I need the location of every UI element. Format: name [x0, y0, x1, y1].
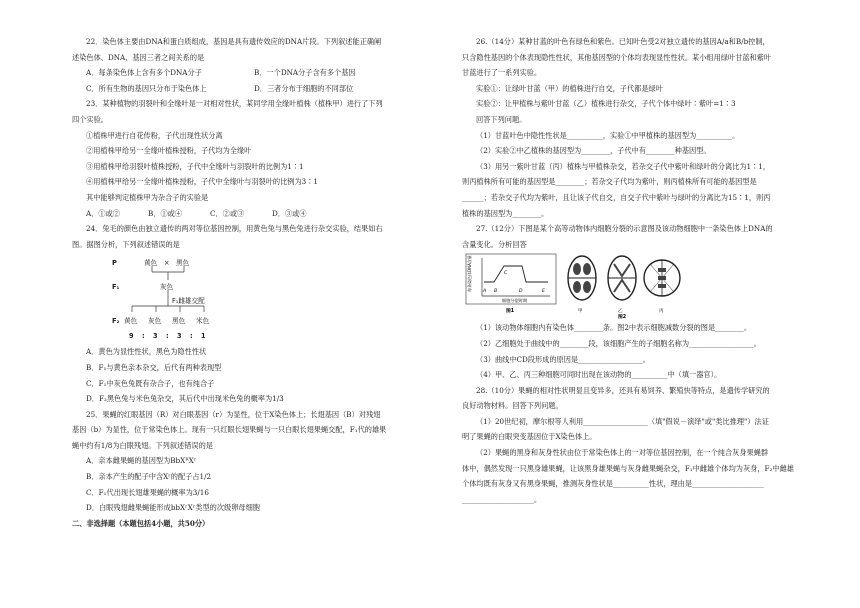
- cross-colon-3: :: [190, 332, 193, 341]
- q22-stem-line2: 述染色体、DNA、基因三者之间关系的是: [72, 52, 205, 62]
- cross-f1-self: F₁雌雄交配: [172, 297, 205, 306]
- q26-sub-2: （2）实验②中乙植株的基因型为________，子代中有________种基因型。: [476, 146, 711, 156]
- q27-figure: [462, 252, 802, 320]
- cross-f2-label: F₂: [112, 317, 120, 326]
- q28-stem-line1: 28.（10分）果蝇的相对性状明显且变异多，还具有易饲养、繁殖快等特点，是遗传学研究的: [476, 385, 770, 395]
- q28-sub-1-line1: （1）20世纪初，摩尔根等人利用__________________（填"假说－演绎"或"类比推理"）法证: [476, 416, 769, 426]
- q23-option-a: A．①或②: [86, 208, 120, 218]
- q27-sub-3: （3）曲线中CD段形成的原因是__________________。: [476, 354, 650, 364]
- cross-ratio-2: 3: [153, 332, 158, 341]
- cross-f2-gray: 灰色: [148, 317, 162, 326]
- fig1-point-a: A: [483, 289, 487, 295]
- q23-experiment-4: ④用植株甲给另一全缘叶植株授粉，子代中全缘叶与羽裂叶的比例为3∶1: [86, 177, 318, 187]
- cross-p-yellow: 黄色: [144, 259, 158, 268]
- q27-stem-line2: 含量变化。分析回答: [462, 239, 527, 249]
- q24-option-c: C．F₁中灰色兔既有杂合子，也有纯合子: [86, 378, 215, 388]
- q22-option-d: D．三者分布于细胞的不同部位: [254, 83, 354, 93]
- q22-option-c: C．所有生物的基因只分布于染色体上: [86, 83, 207, 93]
- q26-stem-line2: 只含隐性基因的个体表现隐性性状，其他基因型的个体均表现显性性状。某小组用绿叶甘蓝和紫叶: [462, 52, 772, 62]
- cell-jia-label: 甲: [578, 309, 583, 315]
- q23-experiment-2: ②用植株甲给另一全缘叶植株授粉，子代均为全缘叶: [86, 146, 252, 156]
- q23-stem-line2: 四个实验。: [72, 114, 108, 124]
- q24-option-b: B．F₁与黄色亲本杂交，后代有两种表现型: [86, 362, 222, 372]
- cross-colon-2: :: [166, 332, 169, 341]
- q22-stem-line1: 22．染色体主要由DNA和蛋白质组成，基因是具有遗传效应的DNA片段。下列叙述能正确阐: [86, 37, 382, 46]
- q24-option-d: D．F₂黑色兔与米色兔杂交，其后代中出现米色兔的概率为1/3: [86, 394, 284, 404]
- cell-yi-label: 乙: [618, 309, 623, 315]
- q27-sub-2: （2）乙细胞处于曲线中的________段，该细胞产生的子细胞名称为__________________。: [476, 338, 761, 348]
- q23-option-b: B．①或④: [148, 208, 183, 218]
- q28-sub-2-line1: （2）果蝇的黑身和灰身性状由位于常染色体上的一对等位基因控制，在一个纯合灰身果蝇群: [476, 448, 769, 458]
- q25-option-d: D．白眼残翅雌果蝇能形成bbXʳXʳ类型的次级卵母细胞: [86, 503, 260, 513]
- q27-figure-svg: [462, 252, 702, 320]
- q26-sub-3-line3: ______；若杂交子代均为紫叶，且让该子代自交，自交子代中紫叶与绿叶的分离比为15∶1，则丙: [462, 192, 771, 202]
- q22-options-ab: [72, 65, 412, 81]
- q23-experiment-3: ③用植株甲给羽裂叶植株授粉，子代中全缘叶与羽裂叶的比例为1∶1: [86, 161, 304, 171]
- cross-f2-yellow: 黄色: [124, 317, 138, 326]
- q23-experiment-1: ①植株甲进行自花传粉，子代出现性状分离: [86, 130, 223, 140]
- q26-sub-1: （1）甘蓝叶色中隐性性状是__________，实验①中甲植株的基因型为__________。: [476, 130, 740, 140]
- q26-stem-line1: 26.（14分）某种甘蓝的叶色有绿色和紫色。已知叶色受2对独立遗传的基因A/a和B/b控制，: [476, 37, 770, 46]
- cell-bing: [644, 260, 680, 314]
- q26-experiment-2: 实验②：让甲植株与紫叶甘蓝（乙）植株进行杂交，子代个体中绿叶∶紫叶=1∶3: [476, 99, 736, 109]
- q28-sub-2-line4: ____________________。: [462, 494, 542, 504]
- q22-option-a: A．每条染色体上含有多个DNA分子: [86, 68, 202, 78]
- q26-sub-3-line1: （3）用另一紫叶甘蓝（丙）植株与甲植株杂交，若杂交子代中紫叶和绿叶的分离比为1∶1，: [476, 161, 771, 171]
- cross-f2-black: 黑色: [172, 317, 186, 326]
- q26-sub-3-line2: 则丙植株所有可能的基因型是________；若杂交子代均为紫叶，则丙植株所有可能的基因型是: [462, 177, 757, 187]
- left-column: [72, 34, 412, 531]
- q23-stem-line1: 23．某种植物的羽裂叶和全缘叶是一对相对性状，某同学用全缘叶植株（植株甲）进行了下列: [86, 99, 383, 109]
- fig1-point-d: D: [519, 289, 523, 295]
- q28-sub-1-line2: 明了果蝇的白眼突变基因位于X染色体上。: [462, 432, 597, 442]
- fig1-point-e: E: [542, 289, 545, 295]
- q25-option-b: B．亲本产生的配子中含Xʳ的配子占1/2: [86, 472, 212, 482]
- q27-sub-1: （1）该动物体细胞内有染色体________条。图2中表示细胞减数分裂的图是________。: [476, 323, 752, 333]
- q28-sub-2-line2: 体中，偶然发现一只黑身雄果蝇，让该黑身雄果蝇与灰身雌果蝇杂交，F₁中雌雄个体均为灰身，F₂中雌雄: [462, 463, 794, 473]
- cross-ratio-4: 1: [201, 332, 206, 341]
- q24-stem-line1: 24．兔毛的颜色由独立遗传的两对等位基因控制，用黄色兔与黑色兔进行杂交实验，结果如右: [86, 224, 383, 234]
- fig1-point-b: B: [494, 289, 498, 295]
- q28-sub-2-line3: 个体均既有灰身又有黑身果蝇，推测灰身性状是__________性状，理由是____________________: [462, 479, 764, 489]
- q22-options-cd: [72, 81, 412, 97]
- cross-p-black: 黑色: [176, 259, 190, 268]
- q24-option-a: A．黄色为显性性状，黑色为隐性性状: [86, 347, 207, 357]
- cross-f2-rice: 米色: [196, 317, 210, 326]
- q27-sub-4: （4）甲、乙、丙三种细胞可同时出现在该动物的__________中（填一器官）。: [476, 370, 722, 380]
- cell-bing-label: 丙: [659, 309, 664, 315]
- right-column: [462, 34, 802, 507]
- q25-option-a: A．亲本雌果蝇的基因型为BbXᴿXʳ: [86, 456, 197, 466]
- cell-yi: [608, 256, 636, 314]
- section-heading: 二、非选择题（本题包括4小题，共50分）: [72, 518, 210, 528]
- q25-option-c: C．F₁代出现长翅雄果蝇的概率为3/16: [86, 487, 209, 497]
- q22-option-b: B．一个DNA分子含有多个基因: [254, 68, 356, 78]
- q27-stem-line1: 27.（12分）下图是某个高等动物体内细胞分裂的示意图及该动物细胞中一条染色体上DNA的: [476, 224, 773, 234]
- cell-jia: [568, 256, 596, 314]
- q26-answer-prompt: 回答下列问题。: [476, 114, 527, 124]
- cross-ratio-1: 9: [129, 332, 134, 341]
- q23-option-d: D．③或④: [272, 208, 307, 218]
- fig1-xlabel: 细胞分裂时期: [502, 298, 528, 304]
- fig1-caption: 图1: [506, 309, 515, 315]
- fig1-point-c: C: [504, 271, 508, 277]
- q23-options: [72, 206, 412, 222]
- q26-stem-line3: 甘蓝进行了一系列实验。: [462, 68, 542, 78]
- cross-colon-1: :: [142, 332, 145, 341]
- q23-option-c: C．②或③: [210, 208, 245, 218]
- q24-cross-diagram: [72, 252, 412, 344]
- q28-stem-line2: 良好动物材料。回答下列问题。: [462, 401, 563, 411]
- q23-question: 其中能够判定植株甲为杂合子的实验是: [86, 192, 209, 202]
- q25-stem-line2: 基因（b）为显性，位于常染色体上。现有一只红眼长翅果蝇与一只白眼长翅果蝇交配，F₁代的雄果: [72, 425, 387, 435]
- fig2-caption: 图2: [618, 315, 627, 321]
- q25-stem-line1: 25．果蝇的红眼基因（R）对白眼基因（r）为显性，位于X染色体上；长翅基因（B）对残翅: [86, 409, 381, 419]
- q26-experiment-1: 实验①：让绿叶甘蓝（甲）的植株进行自交，子代都是绿叶: [476, 83, 663, 93]
- q24-stem-line2: 图。据图分析，下列叙述错误的是: [72, 239, 180, 249]
- cross-ratio-3: 3: [177, 332, 182, 341]
- cross-p-label: P: [112, 259, 117, 268]
- q26-sub-3-line4: 植株的基因型为________。: [462, 208, 549, 218]
- fig1-ylabel: 每条染色体DNA含量: [467, 255, 472, 293]
- fig1-frame: [466, 254, 556, 304]
- cross-f1-gray: 灰色: [160, 283, 174, 292]
- cross-symbol: ×: [164, 259, 170, 268]
- cross-f1-label: F₁: [112, 283, 120, 292]
- fig1-curve: [484, 266, 548, 282]
- q25-stem-line3: 蝇中约有1/8为白眼残翅。下列叙述错误的是: [72, 440, 213, 450]
